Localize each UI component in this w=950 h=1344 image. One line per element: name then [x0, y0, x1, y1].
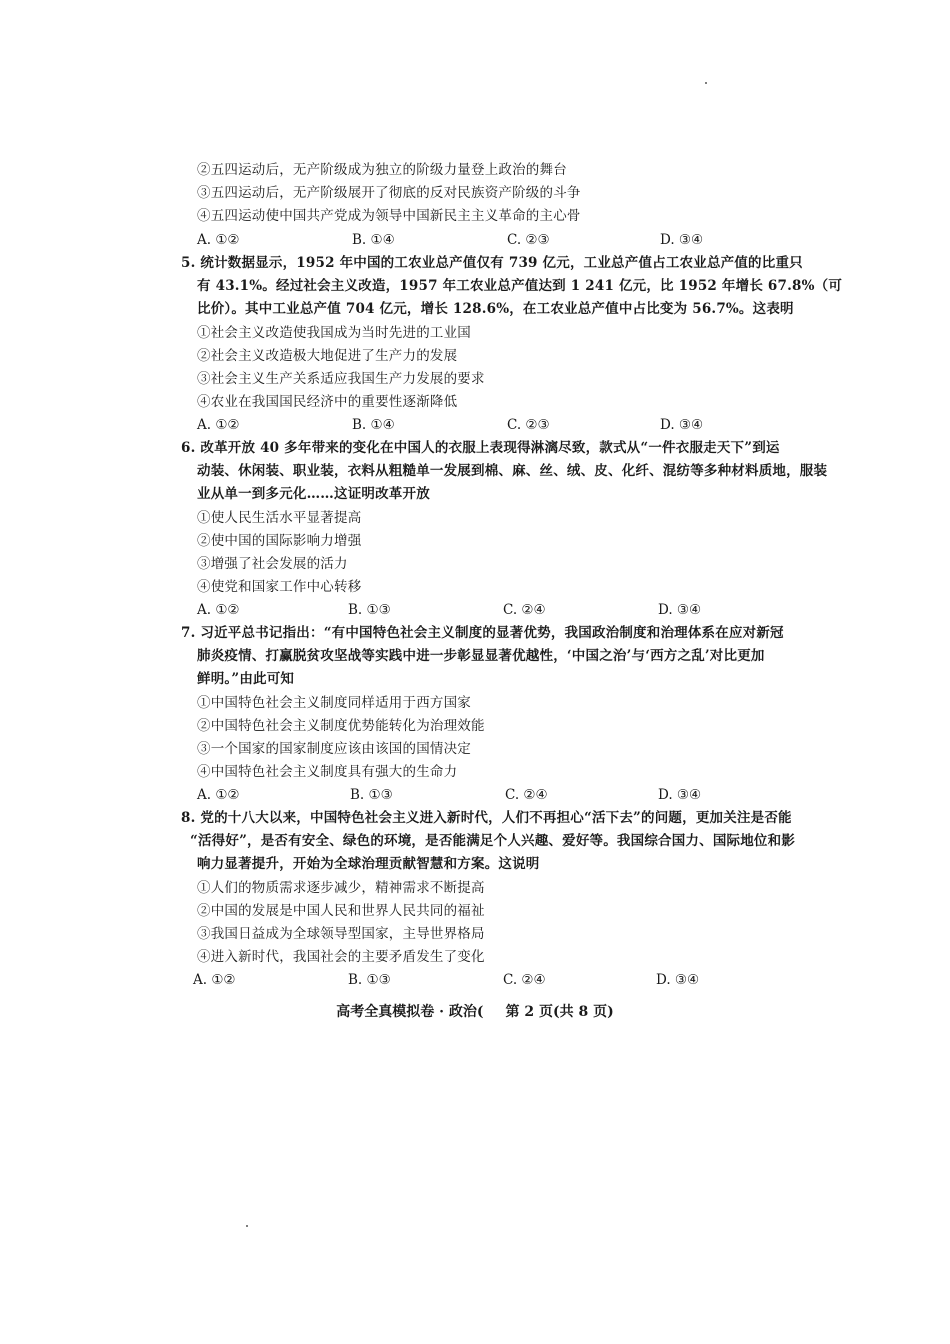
- q5-option-c: C. ②③: [507, 417, 550, 433]
- q6-statement-2: ②使中国的国际影响力增强: [197, 533, 362, 549]
- q8-stem-line-3: 响力显著提升，开始为全球治理贡献智慧和方案。这说明: [197, 856, 540, 872]
- page-footer: [0, 1001, 950, 1021]
- q7-option-a: A. ①②: [197, 787, 240, 803]
- q8-option-a: A. ①②: [193, 972, 236, 988]
- q6-option-b: B. ①③: [348, 602, 391, 618]
- q8-statement-2: ②中国的发展是中国人民和世界人民共同的福祉: [197, 903, 485, 919]
- q5-option-a: A. ①②: [197, 417, 240, 433]
- q4-statement-3: ③五四运动后，无产阶级展开了彻底的反对民族资产阶级的斗争: [197, 185, 581, 201]
- scan-speck: [705, 82, 707, 84]
- scan-speck: [246, 1225, 248, 1227]
- q8-option-d: D. ③④: [656, 972, 700, 988]
- q4-statement-4: ④五四运动使中国共产党成为领导中国新民主主义革命的主心骨: [197, 208, 581, 224]
- q8-option-c: C. ②④: [503, 972, 546, 988]
- q5-option-d: D. ③④: [660, 417, 704, 433]
- q6-option-c: C. ②④: [503, 602, 546, 618]
- q8-statement-1: ①人们的物质需求逐步减少，精神需求不断提高: [197, 880, 485, 896]
- q5-stem-line-2: 有 43.1%。经过社会主义改造，1957 年工农业总产值达到 1 241 亿元，比 1952 年增长 67.8%（可: [197, 278, 843, 294]
- footer-title: 高考全真模拟卷 · 政治(: [336, 1004, 484, 1020]
- q5-stem-line-1: 5. 统计数据显示，1952 年中国的工农业总产值仅有 739 亿元，工业总产值占工农业总产值的比重只: [181, 255, 803, 271]
- q8-statement-4: ④进入新时代，我国社会的主要矛盾发生了变化: [197, 949, 485, 965]
- q7-stem-line-2: 肺炎疫情、打赢脱贫攻坚战等实践中进一步彰显显著优越性，‘中国之治’与‘西方之乱’对比更加: [197, 648, 765, 664]
- q4-statement-2: ②五四运动后，无产阶级成为独立的阶级力量登上政治的舞台: [197, 162, 567, 178]
- q7-stem-line-3: 鲜明。”由此可知: [197, 671, 295, 687]
- q7-option-c: C. ②④: [505, 787, 548, 803]
- q7-option-b: B. ①③: [350, 787, 393, 803]
- q5-stem-line-3: 比价）。其中工业总产值 704 亿元，增长 128.6%，在工农业总产值中占比变为 56.7%。这表明: [197, 301, 794, 317]
- q4-option-a: A. ①②: [197, 232, 240, 248]
- q5-option-b: B. ①④: [352, 417, 395, 433]
- q4-option-c: C. ②③: [507, 232, 550, 248]
- q7-statement-4: ④中国特色社会主义制度具有强大的生命力: [197, 764, 458, 780]
- q8-option-b: B. ①③: [348, 972, 391, 988]
- q6-stem-line-1: 6. 改革开放 40 多年带来的变化在中国人的衣服上表现得淋漓尽致，款式从“一件衣服走天下”到运: [181, 440, 780, 456]
- q8-statement-3: ③我国日益成为全球领导型国家，主导世界格局: [197, 926, 485, 942]
- q6-option-a: A. ①②: [197, 602, 240, 618]
- q6-stem-line-2: 动装、休闲装、职业装，衣料从粗糙单一发展到棉、麻、丝、绒、皮、化纤、混纺等多种材料质地，服装: [197, 463, 828, 479]
- q7-statement-1: ①中国特色社会主义制度同样适用于西方国家: [197, 695, 471, 711]
- q6-statement-1: ①使人民生活水平显著提高: [197, 510, 362, 526]
- q7-statement-2: ②中国特色社会主义制度优势能转化为治理效能: [197, 718, 485, 734]
- q6-statement-4: ④使党和国家工作中心转移: [197, 579, 362, 595]
- q7-option-d: D. ③④: [658, 787, 702, 803]
- q8-stem-line-2: “活得好”，是否有安全、绿色的环境，是否能满足个人兴趣、爱好等。我国综合国力、国际地位和影: [190, 833, 796, 849]
- q5-statement-1: ①社会主义改造使我国成为当时先进的工业国: [197, 325, 471, 341]
- q7-stem-line-1: 7. 习近平总书记指出：“有中国特色社会主义制度的显著优势，我国政治制度和治理体系在应对新冠: [181, 625, 784, 641]
- q4-option-b: B. ①④: [352, 232, 395, 248]
- q5-statement-3: ③社会主义生产关系适应我国生产力发展的要求: [197, 371, 485, 387]
- q5-statement-4: ④农业在我国国民经济中的重要性逐渐降低: [197, 394, 458, 410]
- q8-stem-line-1: 8. 党的十八大以来，中国特色社会主义进入新时代，人们不再担心“活下去”的问题，更加关注是否能: [181, 810, 792, 826]
- footer-page-number: 第 2 页(共 8 页): [505, 1004, 614, 1020]
- q4-option-d: D. ③④: [660, 232, 704, 248]
- q6-statement-3: ③增强了社会发展的活力: [197, 556, 348, 572]
- q6-option-d: D. ③④: [658, 602, 702, 618]
- q6-stem-line-3: 业从单一到多元化……这证明改革开放: [197, 486, 430, 502]
- q7-statement-3: ③一个国家的国家制度应该由该国的国情决定: [197, 741, 471, 757]
- q5-statement-2: ②社会主义改造极大地促进了生产力的发展: [197, 348, 458, 364]
